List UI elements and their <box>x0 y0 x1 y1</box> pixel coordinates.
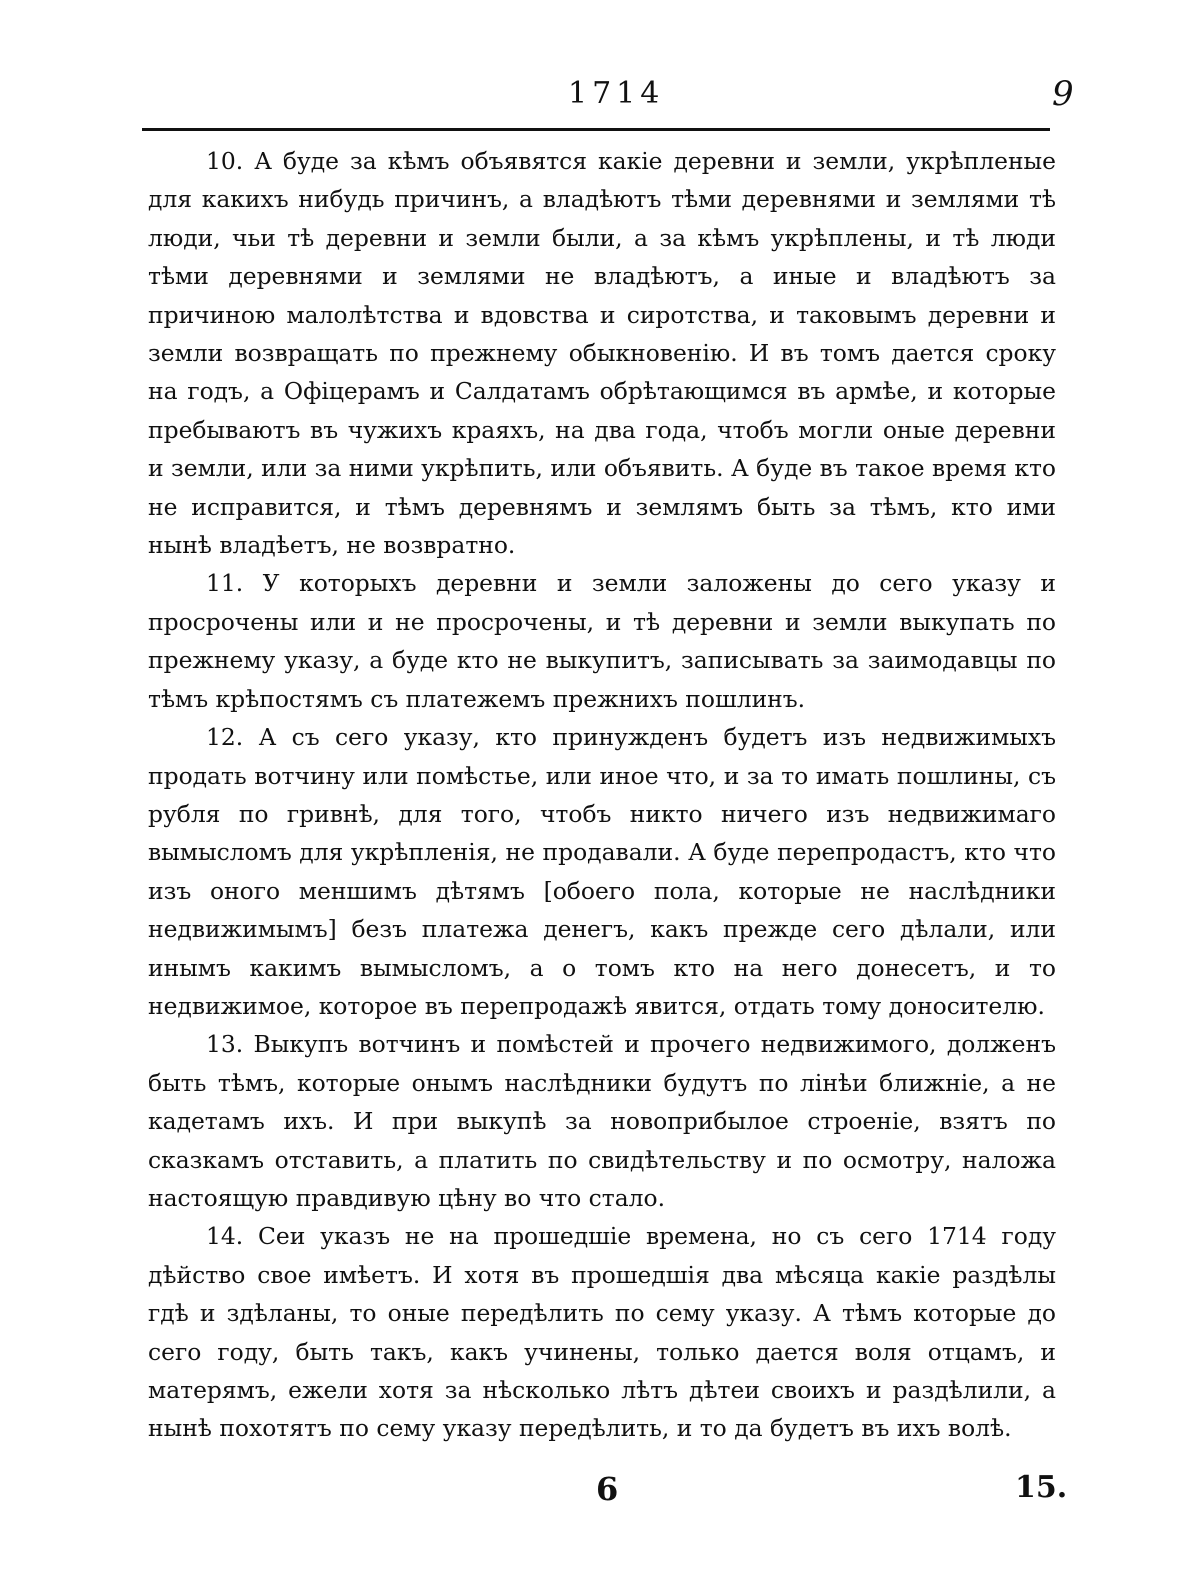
body-text <box>148 142 1056 1448</box>
article-10: 10. А буде за кѣмъ объявятся какіе деревни и земли, укрѣпленые для какихъ нибудь причинъ, а владѣютъ тѣми деревнями и землями тѣ люди, чьи тѣ деревни и земли были, а за кѣмъ укрѣплены, и тѣ люди тѣми деревнями и землями не владѣютъ, а иные и владѣютъ за причиною малолѣтства и вдовства и сиротства, и таковымъ деревни и земли возвращать по прежнему обыкновенію. И въ томъ дается сроку на годъ, а Офіцерамъ и Салдатамъ обрѣтающимся въ армѣе, и которые пребываютъ въ чужихъ краяхъ, на два года, чтобъ могли оные деревни и земли, или за ними укрѣпить, или объявить. А буде въ такое время кто не исправится, и тѣмъ деревнямъ и землямъ быть за тѣмъ, кто ими нынѣ владѣетъ, не возвратно. <box>148 147 1056 560</box>
article-12: 12. А съ сего указу, кто принужденъ будетъ изъ недвижимыхъ продать вотчину или помѣстье, или иное что, и за то имать пошлины, съ рубля по гривнѣ, для того, чтобъ никто ничего изъ недвижимаго вымысломъ для укрѣпленія, не продавали. А буде перепродастъ, кто что изъ оного меншимъ дѣтямъ [обоего пола, которые не наслѣдники недвижимымъ] безъ платежа денегъ, какъ прежде сего дѣлали, или инымъ какимъ вымысломъ, а о томъ кто на него донесетъ, и то недвижимое, которое въ перепродажѣ явится, отдать тому доносителю. <box>148 723 1056 1020</box>
signature-mark: 6 <box>596 1470 619 1508</box>
page-number: 9 <box>1052 74 1074 114</box>
article-14: 14. Сеи указъ не на прошедшіе времена, но съ сего 1714 году дѣйство свое имѣетъ. И хотя въ прошедшія два мѣсяца какіе раздѣлы гдѣ и здѣланы, то оные передѣлить по сему указу. А тѣмъ которые до сего году, быть такъ, какъ учинены, только дается воля отцамъ, и матерямъ, ежели хотя за нѣсколько лѣтъ дѣтеи своихъ и раздѣлили, а нынѣ похотятъ по сему указу передѣлить, и то да будетъ въ ихъ волѣ. <box>148 1222 1056 1443</box>
article-11: 11. У которыхъ деревни и земли заложены до сего указу и просрочены или и не просрочены, и тѣ деревни и земли выкупать по прежнему указу, а буде кто не выкупитъ, записывать за заимодавцы по тѣмъ крѣпостямъ съ платежемъ прежнихъ пошлинъ. <box>148 569 1056 713</box>
catchword: 15. <box>1015 1470 1068 1505</box>
header-year: 1714 <box>568 76 665 111</box>
page-footer <box>0 1470 1191 1520</box>
header-rule <box>142 128 1050 131</box>
running-head <box>0 76 1191 120</box>
article-13: 13. Выкупъ вотчинъ и помѣстей и прочего недвижимого, долженъ быть тѣмъ, которые онымъ наслѣдники будутъ по лінѣи ближніе, а не кадетамъ ихъ. И при выкупѣ за новоприбылое строеніе, взятъ по сказкамъ отставить, а платить по свидѣтельству и по осмотру, наложа настоящую правдивую цѣну во что стало. <box>148 1030 1056 1212</box>
